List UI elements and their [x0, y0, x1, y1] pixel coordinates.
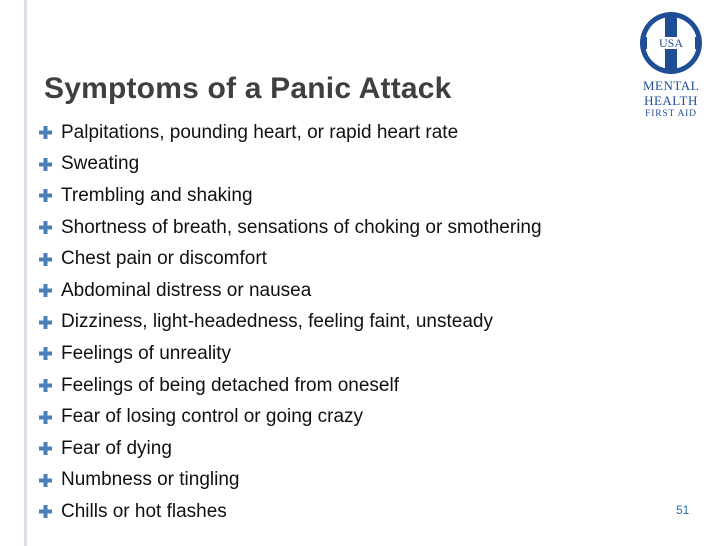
bullet-text: Shortness of breath, sensations of choking or smothering [61, 216, 542, 238]
bullet-text: Fear of dying [61, 437, 172, 459]
page-number: 51 [676, 503, 690, 517]
plus-icon [38, 441, 53, 456]
mental-health-first-aid-logo [638, 10, 704, 122]
plus-icon [38, 252, 53, 267]
plus-icon [38, 283, 53, 298]
bullet-text: Sweating [61, 153, 140, 175]
bullet-item [38, 370, 542, 402]
bullet-item [38, 496, 542, 528]
bullet-item [38, 433, 542, 465]
plus-icon [38, 188, 53, 203]
logo-line-health: HEALTH [644, 93, 698, 108]
bullet-item [38, 243, 542, 275]
bullet-item [38, 401, 542, 433]
bullet-item [38, 338, 542, 370]
bullet-text: Abdominal distress or nausea [61, 279, 312, 301]
plus-icon [38, 315, 53, 330]
logo-cross-emblem [638, 10, 704, 76]
bullet-text: Feelings of unreality [61, 342, 232, 364]
logo-line-mental: MENTAL [642, 78, 700, 93]
bullet-text: Numbness or tingling [61, 469, 240, 491]
bullet-text: Chest pain or discomfort [61, 248, 267, 270]
bullet-item [38, 307, 542, 339]
plus-icon [38, 157, 53, 172]
bullet-text: Feelings of being detached from oneself [61, 374, 399, 396]
bullet-item [38, 465, 542, 497]
logo-line-first-aid: FIRST AID [645, 109, 697, 119]
bullet-item [38, 149, 542, 181]
bullet-item [38, 117, 542, 149]
bullet-text: Fear of losing control or going crazy [61, 406, 364, 428]
bullet-text: Dizziness, light-headedness, feeling faint, unsteady [61, 311, 493, 333]
plus-icon [38, 220, 53, 235]
logo-emblem-text: USA [658, 36, 684, 50]
bullet-item [38, 212, 542, 244]
plus-icon [38, 473, 53, 488]
bullet-text: Trembling and shaking [61, 184, 253, 206]
slide-title: Symptoms of a Panic Attack [44, 72, 452, 105]
bullet-item [38, 180, 542, 212]
bullet-list [38, 117, 542, 528]
plus-icon [38, 346, 53, 361]
bullet-item [38, 275, 542, 307]
plus-icon [38, 504, 53, 519]
plus-icon [38, 125, 53, 140]
plus-icon [38, 378, 53, 393]
bullet-text: Chills or hot flashes [61, 500, 227, 522]
left-rule [24, 0, 27, 546]
bullet-text: Palpitations, pounding heart, or rapid heart rate [61, 121, 459, 143]
plus-icon [38, 410, 53, 425]
